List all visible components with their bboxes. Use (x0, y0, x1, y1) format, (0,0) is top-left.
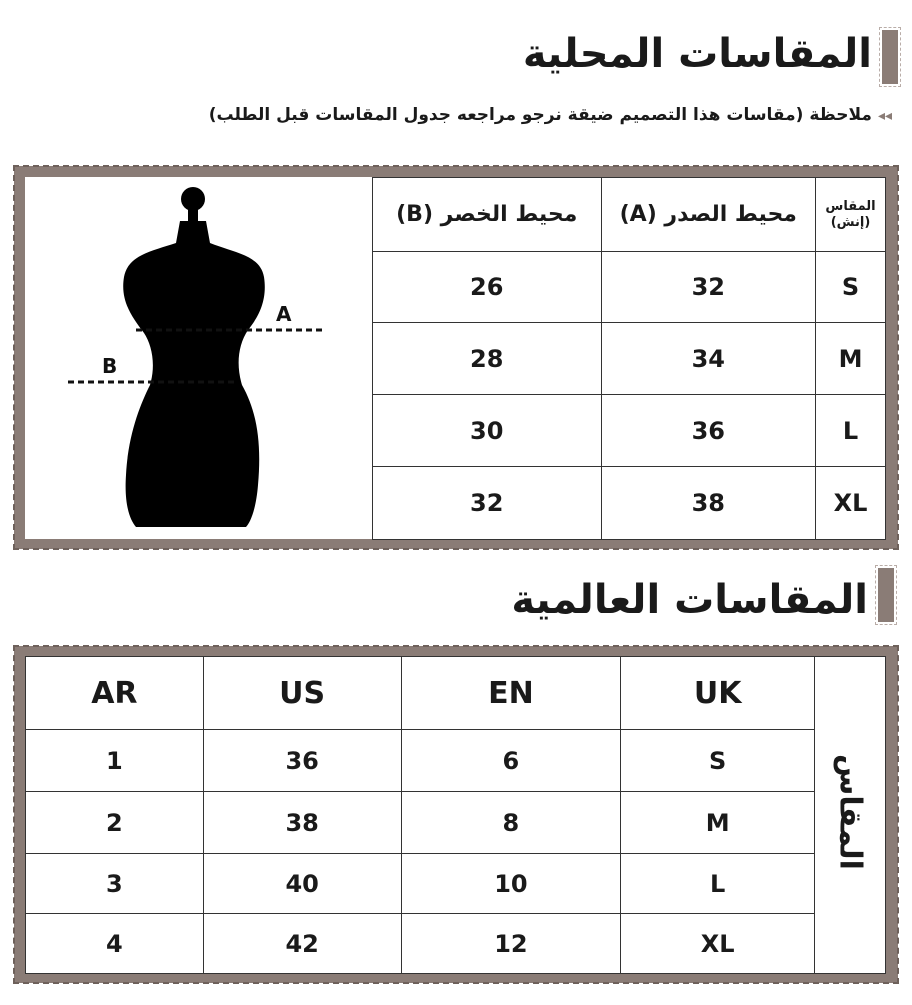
us-cell: 40 (203, 854, 401, 914)
title-accent-bar (882, 30, 898, 84)
label-a: A (276, 302, 292, 326)
note-text: ملاحظة (مقاسات هذا التصميم ضيقة نرجو مراجعه جدول المقاسات قبل الطلب) (208, 105, 872, 125)
us-cell: 38 (203, 792, 401, 854)
waist-cell: 30 (373, 395, 602, 467)
size-cell: XL (816, 467, 886, 540)
waist-cell: 26 (373, 252, 602, 323)
bust-cell: 36 (601, 395, 816, 467)
en-cell: 6 (401, 730, 621, 792)
waist-cell: 28 (373, 323, 602, 395)
ar-cell: 1 (26, 730, 204, 792)
label-b: B (102, 354, 118, 378)
bust-cell: 38 (601, 467, 816, 540)
side-size-label-cell (815, 657, 886, 974)
title-accent-bar (878, 568, 894, 622)
en-cell: 10 (401, 854, 621, 914)
table-row (26, 792, 886, 854)
header-en: EN (401, 657, 621, 730)
table-row (26, 730, 886, 792)
dress-form-icon (60, 185, 340, 535)
international-size-table (25, 656, 886, 974)
bust-cell: 34 (601, 323, 816, 395)
en-cell: 8 (401, 792, 621, 854)
header-size (816, 178, 886, 252)
ar-cell: 4 (26, 914, 204, 974)
waist-cell: 32 (373, 467, 602, 540)
table-row (373, 323, 886, 395)
size-cell: L (816, 395, 886, 467)
table-row (373, 467, 886, 540)
local-size-table (372, 177, 886, 540)
header-size-unit: (إنش) (830, 214, 871, 230)
uk-cell: M (621, 792, 815, 854)
header-ar: AR (26, 657, 204, 730)
header-waist: محيط الخصر (B) (373, 178, 602, 252)
table-row (373, 252, 886, 323)
local-sizes-title: المقاسات المحلية (522, 31, 872, 77)
bust-cell: 32 (601, 252, 816, 323)
header-us: US (203, 657, 401, 730)
header-bust: محيط الصدر (A) (601, 178, 816, 252)
side-size-label: المقاس (832, 754, 868, 870)
uk-cell: S (621, 730, 815, 792)
size-cell: S (816, 252, 886, 323)
international-sizes-title: المقاسات العالمية (511, 577, 868, 623)
us-cell: 42 (203, 914, 401, 974)
ar-cell: 3 (26, 854, 204, 914)
us-cell: 36 (203, 730, 401, 792)
table-row (26, 854, 886, 914)
double-arrow-left-icon: ◂◂ (877, 108, 892, 124)
size-cell: M (816, 323, 886, 395)
table-row (26, 914, 886, 974)
table-row (373, 395, 886, 467)
en-cell: 12 (401, 914, 621, 974)
header-size-label: المقاس (825, 198, 876, 214)
uk-cell: XL (621, 914, 815, 974)
size-note (209, 105, 892, 125)
uk-cell: L (621, 854, 815, 914)
header-uk: UK (621, 657, 815, 730)
ar-cell: 2 (26, 792, 204, 854)
